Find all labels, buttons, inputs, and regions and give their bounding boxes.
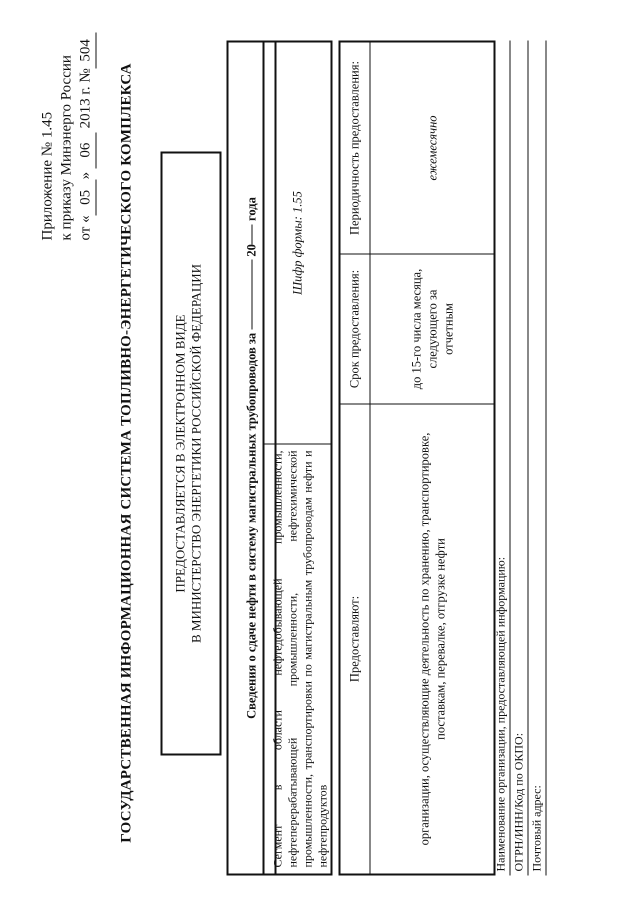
year-blank	[251, 224, 252, 244]
submission-line-1: ПРЕДОСТАВЛЯЕТСЯ В ЭЛЕКТРОННОМ ВИДЕ	[172, 313, 187, 593]
header-frequency: Периодичность предоставления:	[340, 42, 370, 253]
appendix-block	[38, 30, 96, 240]
form-title-century: 20	[243, 243, 258, 257]
submission-table	[338, 40, 495, 875]
header-submitters: Предоставляют:	[340, 403, 370, 873]
submission-line-2: В МИНИСТЕРСТВО ЭНЕРГЕТИКИ РОССИЙСКОЙ ФЕДЕРАЦИИ	[188, 263, 203, 643]
order-number: 504	[76, 32, 96, 68]
form-title-year-word: года	[243, 196, 258, 221]
form-code: Шифр формы: 1.55	[289, 190, 304, 295]
date-year: 2013 г. №	[77, 67, 93, 128]
segment-description: Сегмент в области нефтедобывающей промышленности, нефтеперерабатывающей промышленности, нефтехимической промышленности, транспортировки по магистральным трубопроводам нефти и нефтепродуктов	[264, 443, 330, 873]
org-name-field[interactable]: Наименование организации, предоставляющей информацию:	[492, 40, 510, 875]
form-title-text: Сведения о сдаче нефти в систему магистральных трубопроводов за	[243, 332, 258, 719]
appendix-date	[76, 30, 96, 240]
date-day: 05	[76, 179, 96, 215]
date-prefix: от «	[77, 214, 93, 240]
appendix-number: Приложение № 1.45	[39, 111, 55, 240]
appendix-order: к приказу Минэнерго России	[58, 54, 74, 240]
period-blank	[251, 259, 252, 329]
organization-fields	[492, 40, 546, 875]
submission-notice	[160, 151, 221, 755]
date-month: 06	[76, 132, 96, 168]
cell-deadline: до 15-го числа месяца, следующего за отчетным	[370, 253, 493, 403]
system-heading: ГОСУДАРСТВЕННАЯ ИНФОРМАЦИОННАЯ СИСТЕМА ТОПЛИВНО-ЭНЕРГЕТИЧЕСКОГО КОМПЛЕКСА	[118, 62, 134, 843]
org-ogrn-field[interactable]: ОГРН/ИНН/Код по ОКПО:	[510, 40, 528, 875]
date-mid: »	[77, 171, 93, 179]
org-address-field[interactable]: Почтовый адрес:	[528, 40, 546, 875]
header-deadline: Срок предоставления:	[340, 253, 370, 403]
segment-table	[262, 40, 332, 875]
cell-submitters: организации, осуществляющие деятельность по хранению, транспортировке, поставкам, перевалке, отгрузке нефти	[370, 403, 493, 873]
cell-frequency: ежемесячно	[424, 114, 439, 181]
